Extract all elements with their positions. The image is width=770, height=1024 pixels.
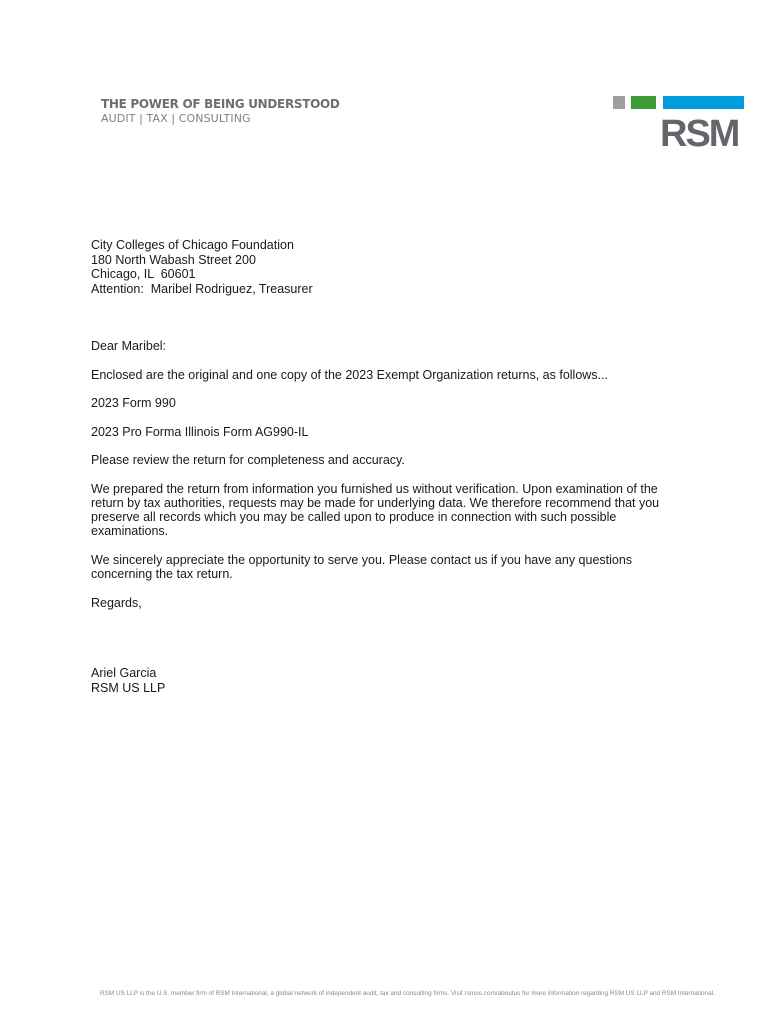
services-text: AUDIT | TAX | CONSULTING xyxy=(101,112,251,125)
logo-wordmark: RSM xyxy=(660,113,739,155)
appreciation-paragraph: We sincerely appreciate the opportunity to serve you. Please contact us if you have any questions concerning the tax return. xyxy=(91,553,633,581)
logo-gray-bar xyxy=(613,96,625,109)
prepared-paragraph: We prepared the return from information you furnished us without verification. Upon examination of the return by tax authorities, requests may be made for underlying data. We therefore recommend that you preserve all records which you may be called upon to produce in connection with such possible examinations. xyxy=(91,482,660,538)
rsm-logo xyxy=(613,96,744,154)
signature-block xyxy=(91,666,165,695)
tagline-text: THE POWER OF BEING UNDERSTOOD xyxy=(101,97,340,111)
address-line: Attention: Maribel Rodriguez, Treasurer xyxy=(91,281,313,296)
review-paragraph: Please review the return for completeness and accuracy. xyxy=(91,453,405,467)
logo-blue-bar xyxy=(663,96,744,109)
enclosure-item: 2023 Pro Forma Illinois Form AG990-IL xyxy=(91,425,309,439)
recipient-address xyxy=(91,238,313,296)
closing: Regards, xyxy=(91,596,142,610)
footer-disclaimer: RSM US LLP is the U.S. member firm of RSM International, a global network of independent audit, tax and consulting firms. Visit rsmus.com/aboutus for more information regarding RSM US LLP and RSM International. xyxy=(100,990,715,997)
logo-green-bar xyxy=(631,96,656,109)
salutation: Dear Maribel: xyxy=(91,339,167,353)
signer-name: Ariel Garcia xyxy=(91,666,157,680)
address-line: Chicago, IL 60601 xyxy=(91,267,196,281)
signer-firm: RSM US LLP xyxy=(91,680,166,695)
address-line: City Colleges of Chicago Foundation xyxy=(91,238,294,252)
intro-paragraph: Enclosed are the original and one copy of the 2023 Exempt Organization returns, as follows... xyxy=(91,368,608,382)
address-line: 180 North Wabash Street 200 xyxy=(91,252,256,267)
letterhead-tagline xyxy=(101,97,340,126)
enclosure-item: 2023 Form 990 xyxy=(91,396,176,410)
